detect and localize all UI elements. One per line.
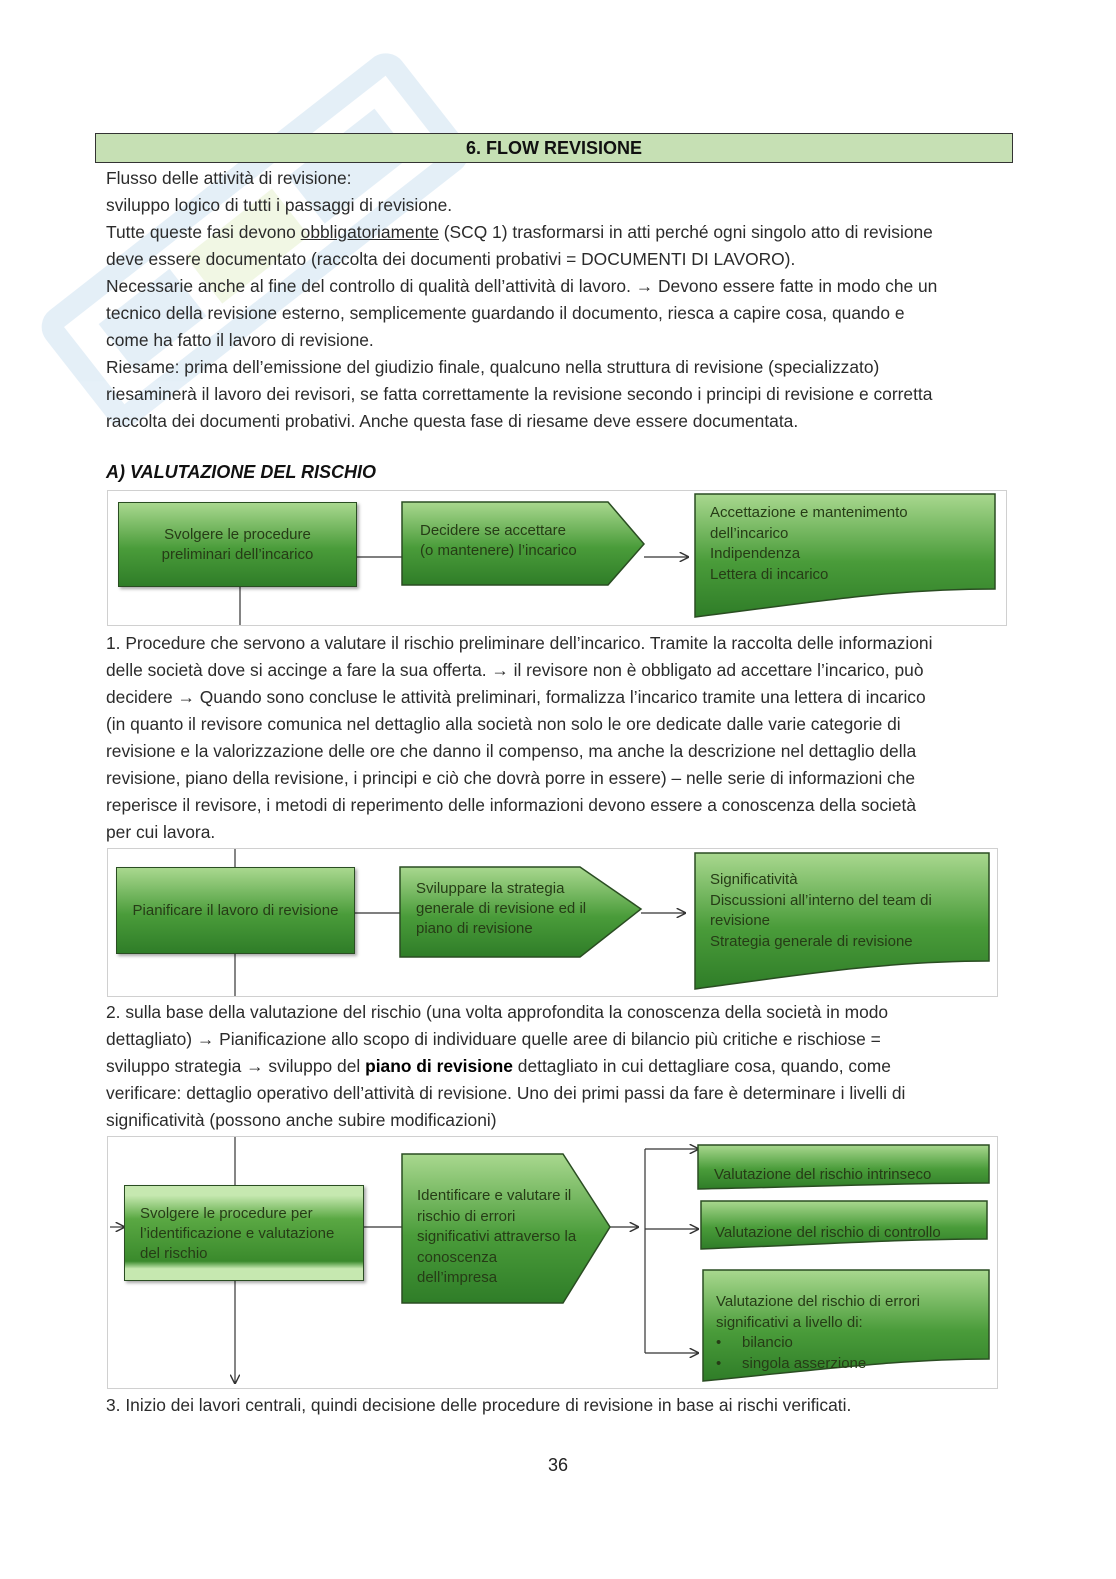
- chevron-label: Decidere se accettare (o mantenere) l’incarico: [420, 522, 577, 559]
- page-number: 36: [547, 1455, 569, 1475]
- intro-line: Tutte queste fasi devono obbligatoriamente (SCQ 1) trasformarsi in atti perché ogni singolo atto di revisione: [106, 222, 933, 242]
- paragraph-line: per cui lavora.: [106, 822, 216, 842]
- paragraph-line: verificare: dettaglio operativo dell’attività di revisione. Uno dei primi passi da fare è determinare i livelli di: [106, 1083, 906, 1103]
- paragraph-line: revisione, piano della revisione, i principi e ciò che dovrà porre in essere) – nelle serie di informazioni che: [106, 768, 916, 788]
- chevron-label: Identificare e valutare il rischio di errori significativi attraverso la conoscenza dell’impresa: [417, 1187, 577, 1286]
- outcome-label: Valutazione del rischio di controllo: [715, 1224, 941, 1241]
- emphasis-text: piano di revisione: [365, 1056, 513, 1076]
- paragraph-line: (in quanto il revisore comunica nel dettaglio alla società non solo le ore dedicate dalle varie categorie di: [106, 714, 901, 734]
- paragraph-line: revisione e la valorizzazione delle ore che danno il compenso, ma anche la descrizione nel dettaglio della: [106, 741, 917, 761]
- procedure-box: Pianificare il lavoro di revisione: [116, 867, 355, 954]
- intro-line: tecnico della revisione esterno, semplicemente guardando il documento, riesca a capire cosa, quando e: [106, 303, 905, 323]
- subsection-title: A) VALUTAZIONE DEL RISCHIO: [106, 462, 376, 482]
- diagram-3: [107, 1136, 998, 1389]
- paragraph-line: 1. Procedure che servono a valutare il rischio preliminare dell’incarico. Tramite la raccolta delle informazioni: [106, 633, 933, 653]
- outcome-label: Significatività Discussioni all’interno del team di revisione Strategia generale di revisione: [710, 871, 932, 950]
- diagram-1: [107, 490, 1007, 626]
- paragraph-line: 2. sulla base della valutazione del rischio (una volta approfondita la conoscenza della società in modo: [106, 1002, 889, 1022]
- intro-line: Riesame: prima dell’emissione del giudizio finale, qualcuno nella struttura di revisione (specializzato): [106, 357, 880, 377]
- paragraph-line: dettagliato) → Pianificazione allo scopo di individuare quelle aree di bilancio più critiche e rischiose =: [106, 1029, 881, 1049]
- chevron-label: Sviluppare la strategia generale di revisione ed il piano di revisione: [416, 880, 587, 937]
- intro-line: raccolta dei documenti probativi. Anche questa fase di riesame deve essere documentata.: [106, 411, 799, 431]
- bullet-item: • singola asserzione: [716, 1354, 867, 1372]
- paragraph-line: decidere → Quando sono concluse le attività preliminari, formalizza l’incarico tramite una lettera di incarico: [106, 687, 926, 707]
- outcome-label: Accettazione e mantenimento dell’incarico Indipendenza Lettera di incarico: [710, 504, 908, 583]
- underlined-word: obbligatoriamente: [300, 222, 439, 242]
- outcome-label: Valutazione del rischio intrinseco: [714, 1166, 932, 1183]
- paragraph-line: sviluppo strategia → sviluppo del piano di revisione dettagliato in cui dettagliare cosa, quando, come: [106, 1056, 891, 1076]
- paragraph-line: reperisce il revisore, i metodi di reperimento delle informazioni devono essere a conoscenza della società: [106, 795, 917, 815]
- intro-line: come ha fatto il lavoro di revisione.: [106, 330, 374, 350]
- diagram-2: [107, 848, 998, 997]
- intro-line: deve essere documentato (raccolta dei documenti probativi = DOCUMENTI DI LAVORO).: [106, 249, 796, 269]
- section-header: 6. FLOW REVISIONE: [95, 133, 1013, 163]
- intro-line: Necessarie anche al fine del controllo di qualità dell’attività di lavoro. → Devono essere fatte in modo che un: [106, 276, 938, 296]
- intro-line: sviluppo logico di tutti i passaggi di revisione.: [106, 195, 453, 215]
- intro-line: Flusso delle attività di revisione:: [106, 168, 352, 188]
- outcome-label: Valutazione del rischio di errori significativi a livello di: • bilancio • singola asserzione: [716, 1292, 920, 1374]
- bullet-item: • bilancio: [716, 1334, 793, 1351]
- paragraph-line: 3. Inizio dei lavori centrali, quindi decisione delle procedure di revisione in base ai rischi verificati.: [106, 1395, 852, 1415]
- intro-line: riesaminerà il lavoro dei revisori, se fatta correttamente la revisione secondo i principi di revisione e corretta: [106, 384, 933, 404]
- procedure-box: [124, 1185, 364, 1281]
- paragraph-line: significatività (possono anche subire modificazioni): [106, 1110, 497, 1130]
- paragraph-line: delle società dove si accinge a fare la sua offerta. → il revisore non è obbligato ad accettare l’incarico, può: [106, 660, 924, 680]
- procedure-box: Svolgere le procedure preliminari dell’incarico: [118, 502, 357, 587]
- procedure-label: Svolgere le procedure per l’identificazione e valutazione del rischio: [140, 1205, 335, 1262]
